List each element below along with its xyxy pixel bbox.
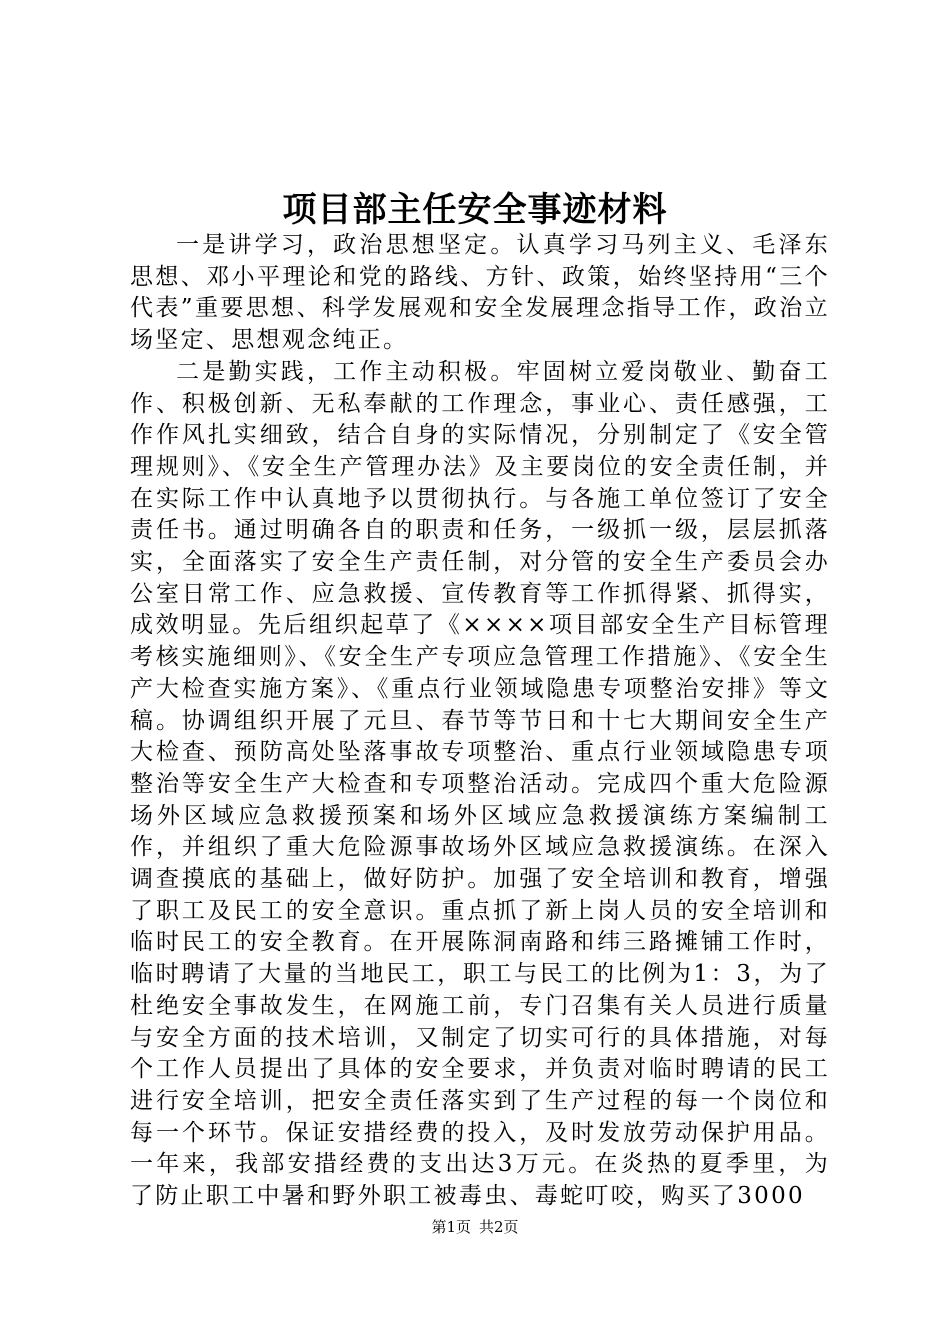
paragraph-1: 一是讲学习，政治思想坚定。认真学习马列主义、毛泽东思想、邓小平理论和党的路线、方针、政策，始终坚持用“三个代表”重要思想、科学发展观和安全发展理念指导工作，政治立场坚定、思想观念纯正。 <box>130 232 830 354</box>
page-footer <box>0 1217 950 1237</box>
document-body <box>130 230 830 1213</box>
page-number-current: 第1页 <box>431 1218 471 1236</box>
page-number-total: 共2页 <box>479 1218 519 1236</box>
paragraph-2: 二是勤实践，工作主动积极。牢固树立爱岗敬业、勤奋工作、积极创新、无私奉献的工作理念，事业心、责任感强，工作作风扎实细致，结合自身的实际情况，分别制定了《安全管理规则》、《安全生产管理办法》及主要岗位的安全责任制，并在实际工作中认真地予以贯彻执行。与各施工单位签订了安全责任书。通过明确各自的职责和任务，一级抓一级，层层抓落实，全面落实了安全生产责任制，对分管的安全生产委员会办公室日常工作、应急救援、宣传教育等工作抓得紧、抓得实，成效明显。先后组织起草了《××××项目部安全生产目标管理考核实施细则》、《安全生产专项应急管理工作措施》、《安全生产大检查实施方案》、《重点行业领域隐患专项整治安排》等文稿。协调组织开展了元旦、春节等节日和十七大期间安全生产大检查、预防高处坠落事故专项整治、重点行业领域隐患专项整治等安全生产大检查和专项整治活动。完成四个重大危险源场外区域应急救援预案和场外区域应急救援演练方案编制工作，并组织了重大危险源事故场外区域应急救援演练。在深入调查摸底的基础上，做好防护。加强了安全培训和教育，增强了职工及民工的安全意识。重点抓了新上岗人员的安全培训和临时民工的安全教育。在开展陈洞南路和纬三路摊铺工作时，临时聘请了大量的当地民工，职工与民工的比例为1：3，为了杜绝安全事故发生，在网施工前，专门召集有关人员进行质量与安全方面的技术培训，又制定了切实可行的具体措施，对每个工作人员提出了具体的安全要求，并负责对临时聘请的民工进行安全培训，把安全责任落实到了生产过程的每一个岗位和每一个环节。保证安措经费的投入，及时发放劳动保护用品。一年来，我部安措经费的支出达3万元。在炎热的夏季里，为了防止职工中暑和野外职工被毒虫、毒蛇叮咬，购买了3000 <box>130 358 830 1210</box>
document-title: 项目部主任安全事迹材料 <box>282 190 668 230</box>
